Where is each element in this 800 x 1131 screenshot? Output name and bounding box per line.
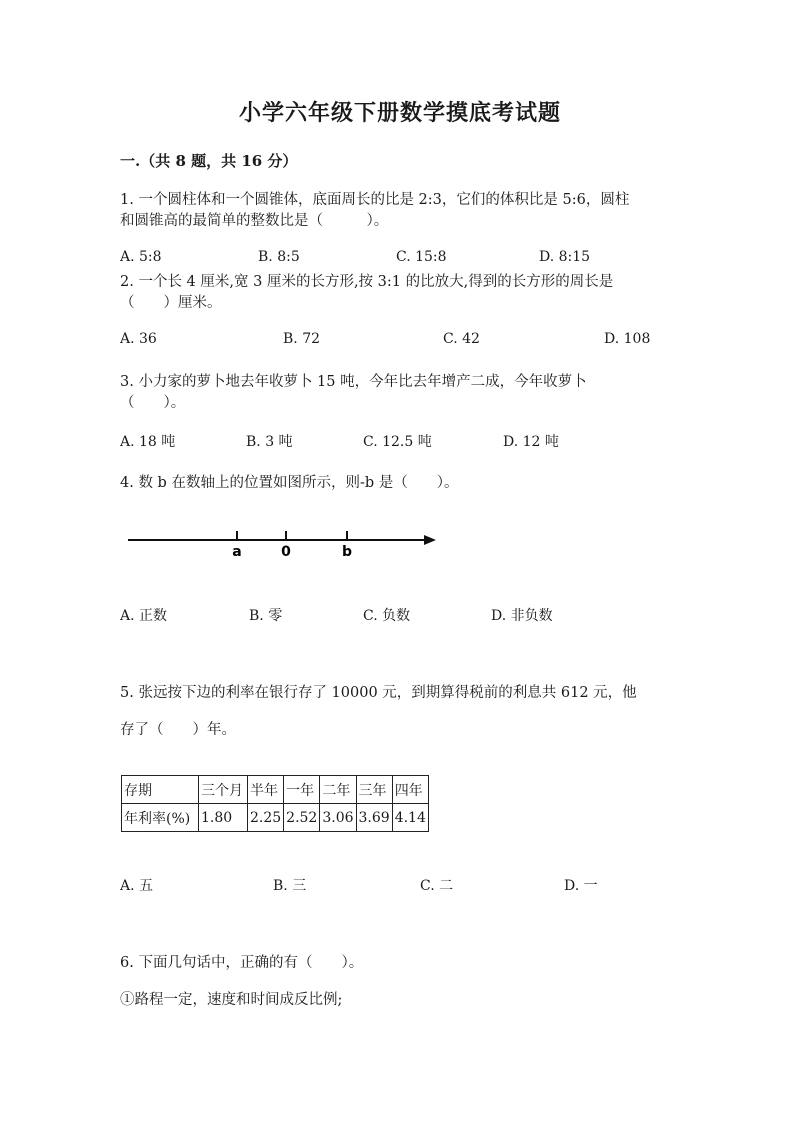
q3-text-line1: 3. 小力家的萝卜地去年收萝卜 15 吨，今年比去年增产二成，今年收萝卜 — [120, 374, 587, 390]
q2-option-a: A. 36 — [120, 331, 157, 347]
q4-option-c: C. 负数 — [363, 608, 411, 624]
q1-text-line1: 1. 一个圆柱体和一个圆锥体，底面周长的比是 2:3，它们的体积比是 5:6，圆柱 — [120, 192, 630, 208]
q1-option-d: D. 8:15 — [539, 249, 591, 265]
q6-text: 6. 下面几句话中，正确的有（ ）。 — [120, 955, 364, 971]
table-cell: 3.69 — [356, 804, 392, 832]
tick-label-zero: 0 — [281, 544, 291, 560]
q3-option-d: D. 12 吨 — [503, 434, 559, 450]
q2-option-d: D. 108 — [604, 331, 651, 347]
table-cell: 2.25 — [248, 804, 284, 832]
q2-text-line1: 2. 一个长 4 厘米,宽 3 厘米的长方形,按 3:1 的比放大,得到的长方形的周长是 — [120, 274, 614, 290]
number-line-figure — [120, 525, 450, 565]
table-cell: 2.52 — [284, 804, 320, 832]
page-title: 小学六年级下册数学摸底考试题 — [238, 100, 561, 126]
table-cell: 4.14 — [392, 804, 428, 832]
section-heading: 一.（共 8 题，共 16 分） — [120, 152, 298, 170]
table-cell: 二年 — [320, 776, 356, 804]
q5-text-line1: 5. 张远按下边的利率在银行存了 10000 元，到期算得税前的利息共 612 元，他 — [120, 685, 637, 701]
q2-option-c: C. 42 — [443, 331, 480, 347]
q3-option-b: B. 3 吨 — [246, 434, 293, 450]
q4-text: 4. 数 b 在数轴上的位置如图所示，则-b 是（ ）。 — [120, 475, 459, 491]
q5-option-b: B. 三 — [273, 878, 307, 894]
table-cell: 三个月 — [199, 776, 248, 804]
table-cell: 三年 — [356, 776, 392, 804]
table-cell: 一年 — [284, 776, 320, 804]
q3-text-line2: （ ）。 — [120, 395, 186, 411]
table-cell: 半年 — [248, 776, 284, 804]
q6-item-1: ①路程一定，速度和时间成反比例; — [120, 992, 343, 1008]
q4-option-a: A. 正数 — [120, 608, 168, 624]
interest-rate-table — [121, 775, 429, 832]
table-row — [122, 776, 429, 804]
q5-option-d: D. 一 — [564, 878, 598, 894]
table-cell: 四年 — [392, 776, 428, 804]
q1-text-line2: 和圆锥高的最简单的整数比是（ ）。 — [120, 213, 389, 229]
q5-option-c: C. 二 — [420, 878, 454, 894]
tick-label-a: a — [232, 544, 242, 560]
table-cell: 年利率(%) — [122, 804, 199, 832]
table-row — [122, 804, 429, 832]
q5-option-a: A. 五 — [120, 878, 154, 894]
q2-option-b: B. 72 — [283, 331, 321, 347]
q4-option-b: B. 零 — [249, 608, 283, 624]
table-cell: 3.06 — [320, 804, 356, 832]
table-cell: 存期 — [122, 776, 199, 804]
q3-option-a: A. 18 吨 — [120, 434, 176, 450]
q5-text-line2: 存了（ ）年。 — [120, 722, 236, 738]
tick-label-b: b — [341, 544, 353, 560]
q1-option-a: A. 5:8 — [120, 249, 162, 265]
table-cell: 1.80 — [199, 804, 248, 832]
q2-text-line2: （ ）厘米。 — [120, 295, 222, 311]
q1-option-c: C. 15:8 — [396, 249, 447, 265]
number-line-arrow — [424, 535, 436, 545]
q3-option-c: C. 12.5 吨 — [363, 434, 432, 450]
q4-option-d: D. 非负数 — [491, 608, 553, 624]
q1-option-b: B. 8:5 — [258, 249, 300, 265]
